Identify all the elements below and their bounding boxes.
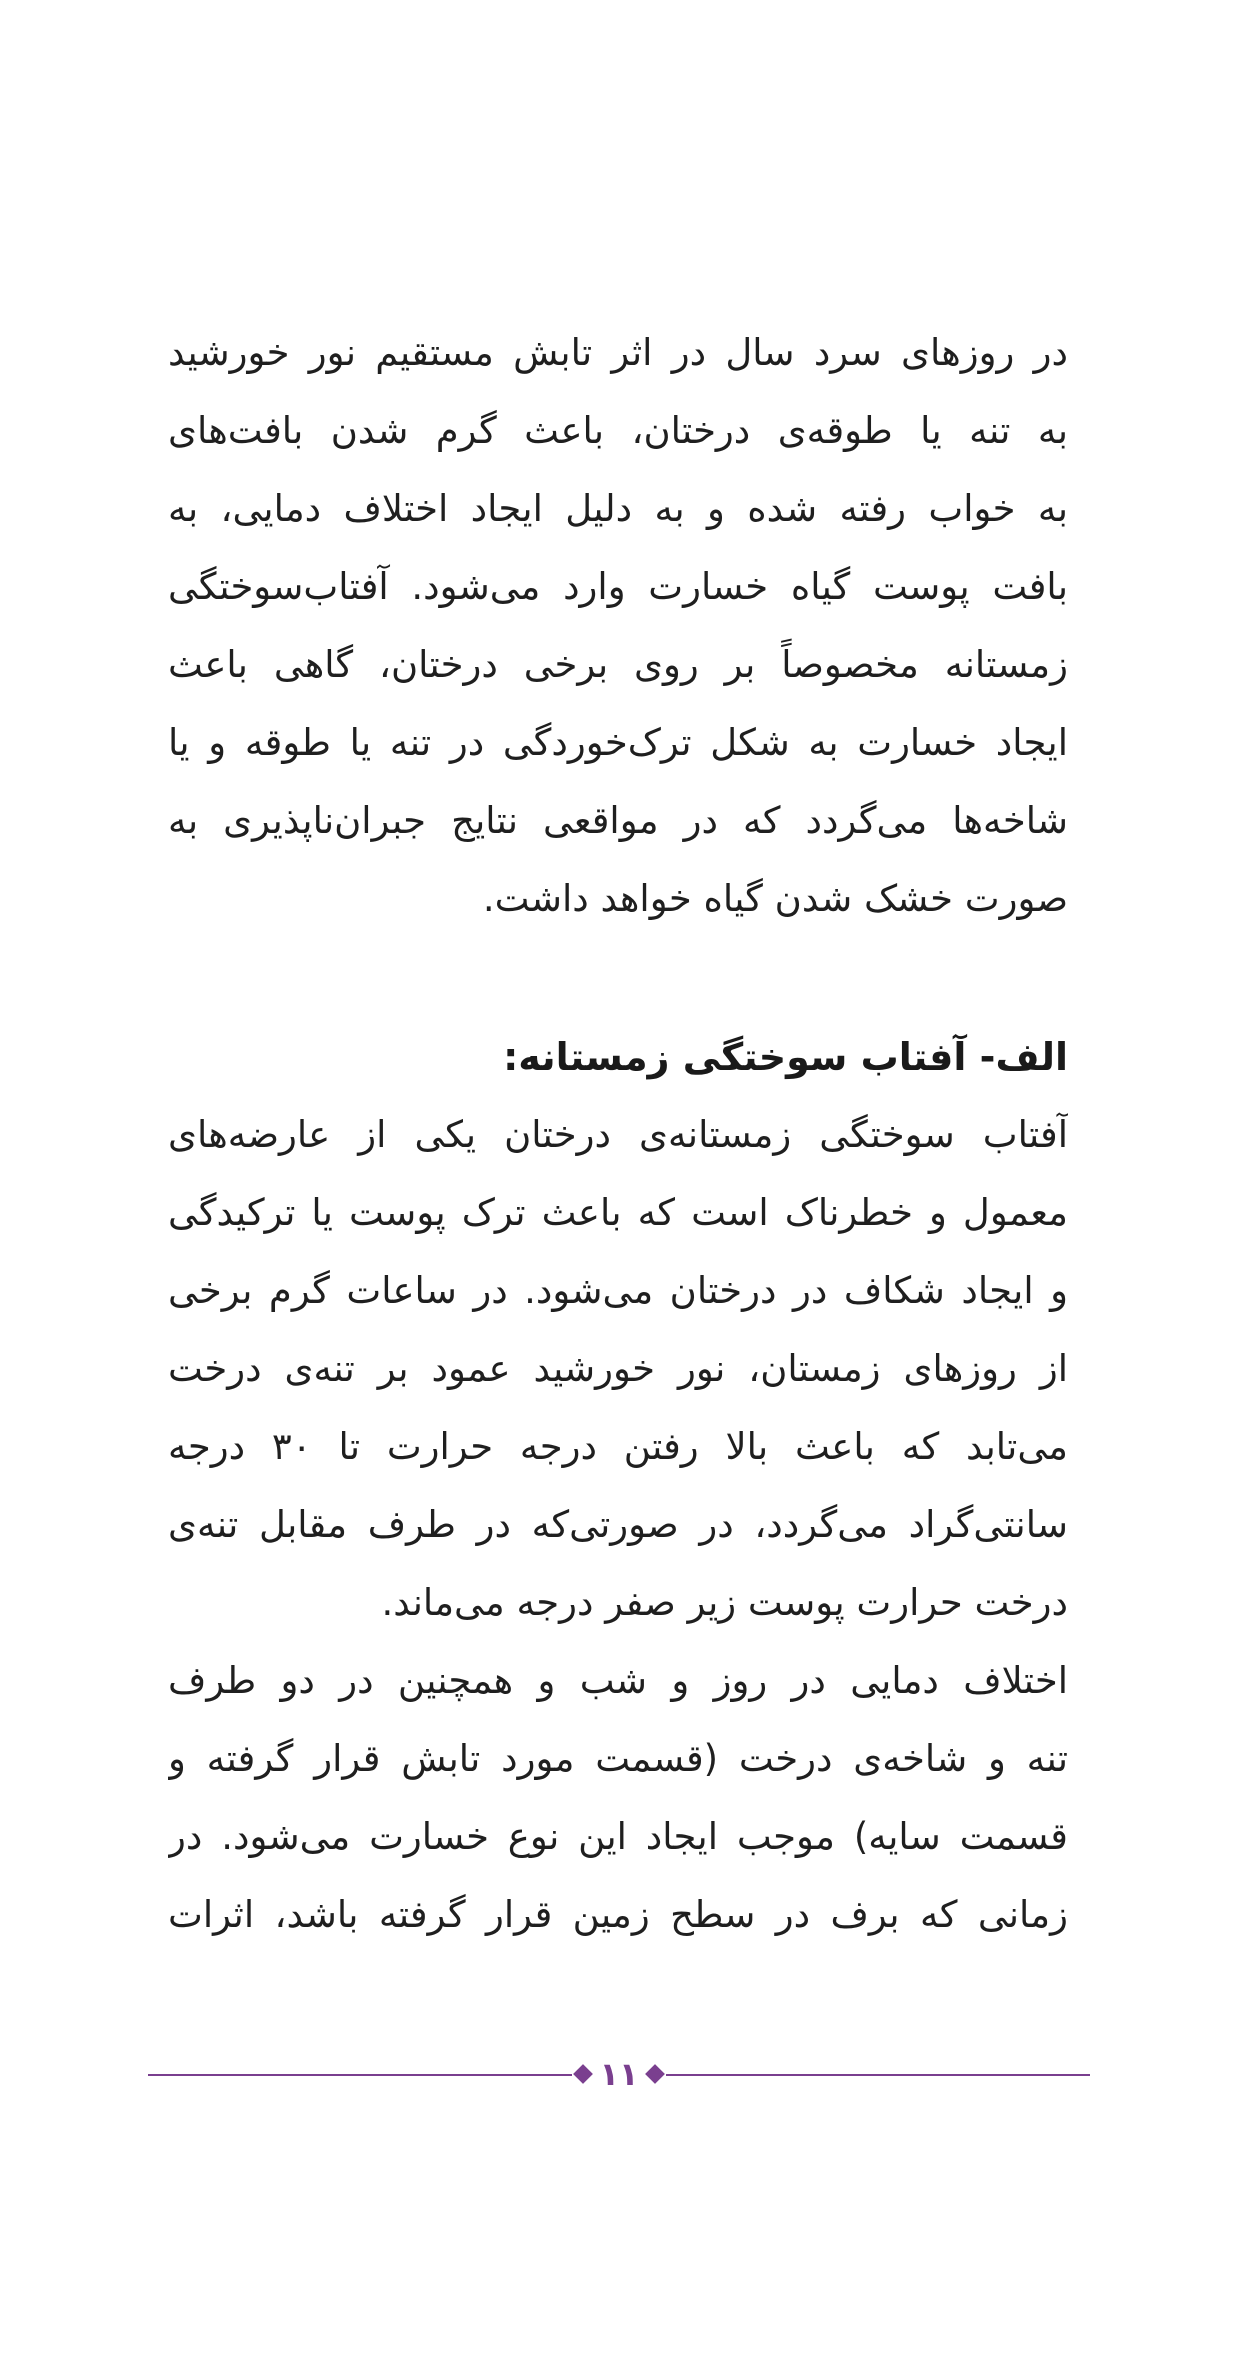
text-line: بافت پوست گیاه خسارت وارد می‌شود. آفتاب‌سوختگی (168, 565, 1068, 608)
section-paragraph (168, 1096, 1068, 1642)
text-line: تنه و شاخه‌ی درخت (قسمت مورد تابش قرار گرفته و (168, 1737, 1068, 1780)
page-number: ۱۱ (599, 2055, 639, 2093)
text-line: می‌تابد که باعث بالا رفتن درجه حرارت تا ۳۰ درجه (168, 1425, 1068, 1468)
intro-paragraph (168, 314, 1068, 938)
text-line: درخت حرارت پوست زیر صفر درجه می‌ماند. (381, 1581, 1068, 1624)
text-line: زمانی که برف در سطح زمین قرار گرفته باشد، اثرات (168, 1893, 1068, 1936)
section-paragraph (168, 1642, 1068, 1954)
text-line: معمول و خطرناک است که باعث ترک پوست یا ترکیدگی (168, 1191, 1068, 1234)
text-line: در روزهای سرد سال در اثر تابش مستقیم نور خورشید (168, 331, 1068, 374)
paragraph-gap (168, 938, 1068, 1018)
text-line: ایجاد خسارت به شکل ترک‌خوردگی در تنه یا طوقه و یا (168, 721, 1068, 764)
text-line: سانتی‌گراد می‌گردد، در صورتی‌که در طرف مقابل تنه‌ی (168, 1503, 1068, 1546)
text-line: قسمت سایه) موجب ایجاد این نوع خسارت می‌شود. در (168, 1815, 1068, 1858)
text-line: اختلاف دمایی در روز و شب و همچنین در دو طرف (168, 1659, 1068, 1702)
page-content (168, 314, 1068, 1954)
footer-rule-right (666, 2074, 1090, 2076)
text-line: زمستانه مخصوصاً بر روی برخی درختان، گاهی باعث (168, 643, 1068, 686)
diamond-ornament-icon (645, 2064, 665, 2084)
text-line: از روزهای زمستان، نور خورشید عمود بر تنه‌ی درخت (168, 1347, 1068, 1390)
text-line: آفتاب سوختگی زمستانه‌ی درختان یکی از عارضه‌های (168, 1113, 1068, 1156)
text-line: به خواب رفته شده و به دلیل ایجاد اختلاف دمایی، به (168, 487, 1068, 530)
section-heading: الف- آفتاب سوختگی زمستانه: (503, 1035, 1068, 1079)
footer-rule-left (148, 2074, 572, 2076)
winter-sunscald-section (168, 1018, 1068, 1954)
page-footer (148, 2052, 1090, 2098)
text-line: صورت خشک شدن گیاه خواهد داشت. (482, 877, 1068, 920)
diamond-ornament-icon (573, 2064, 593, 2084)
text-line: به تنه یا طوقه‌ی درختان، باعث گرم شدن بافت‌های (168, 409, 1068, 452)
text-line: و ایجاد شکاف در درختان می‌شود. در ساعات گرم برخی (168, 1269, 1068, 1312)
text-line: شاخه‌ها می‌گردد که در مواقعی نتایج جبران‌ناپذیری به (168, 799, 1068, 842)
